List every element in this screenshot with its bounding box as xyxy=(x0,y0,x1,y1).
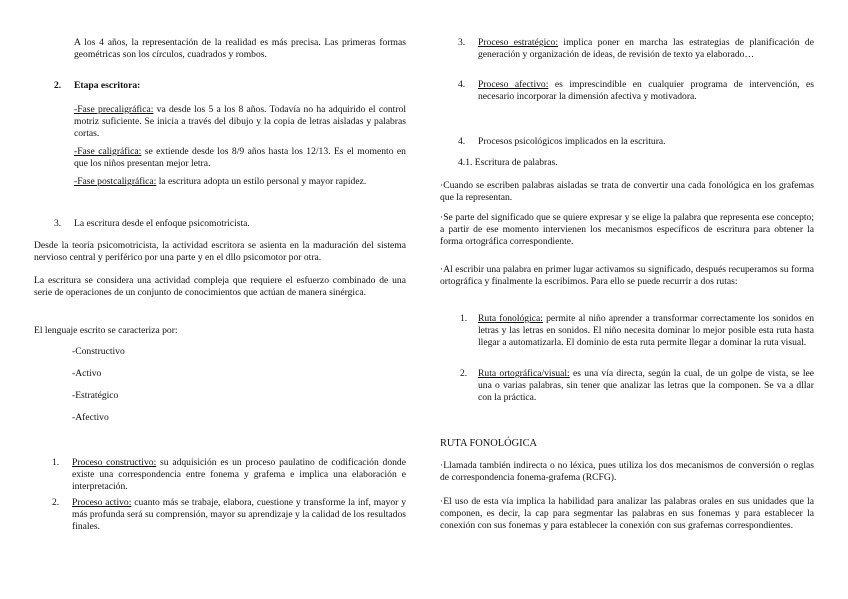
lenguaje-escrito-intro: El lenguaje escrito se caracteriza por: xyxy=(34,325,178,336)
list-item-proceso-estrategico xyxy=(478,37,814,61)
section-3-title: La escritura desde el enfoque psicomotricista. xyxy=(74,218,250,229)
list-item-label: Proceso afectivo: xyxy=(478,79,549,90)
fase-caligrafica xyxy=(74,146,406,170)
ruta-text: es una vía directa, según la cual, de un golpe de vista, se lee una o varias palabras, sin tener que analizar las letras que la componen. Se va a dllar con la práctica. xyxy=(478,368,814,403)
ruta-number: 1. xyxy=(460,313,468,324)
section-4-1-title: 4.1. Escritura de palabras. xyxy=(458,157,558,168)
uso-via-paragraph: ·El uso de esta vía implica la habilidad para analizar las palabras orales en sus unidades que la componen, es decir, la cap para segmentar las palabras en sus fonemas y para establecer la conexión con sus fonemas y para establecer la conexión con sus grafemas correspondientes. xyxy=(440,496,814,531)
list-item-number: 3. xyxy=(458,37,466,48)
fase-precaligrafica-text: va desde los 5 a los 8 años. Todavía no ha adquirido el control motriz suficiente. Se inicia a través del dibujo y la copia de letras aisladas y palabras cortas. xyxy=(74,104,406,139)
fase-precaligrafica xyxy=(74,104,406,140)
fase-postcaligrafica-label: -Fase postcaligráfica: xyxy=(74,176,157,187)
psicomotricista-paragraph: Desde la teoría psicomotricista, la actividad escritora se asienta en la maduración del sistema nervioso central y periférico por una parte y en el dllo psicomotor por otra. xyxy=(34,240,406,263)
section-2-number: 2. xyxy=(54,80,62,91)
char-item: -Constructivo xyxy=(72,346,125,357)
fase-precaligrafica-label: -Fase precaligráfica: xyxy=(74,104,154,115)
significado-paragraph: ·Se parte del significado que se quiere expresar y se elige la palabra que representa ese concepto; a partir de ese momento intervienen los mecanismos específicos de escritura para obtener la forma ortográfica correspondiente. xyxy=(440,212,814,247)
list-item-proceso-constructivo xyxy=(72,457,406,493)
ruta-fonologica-item xyxy=(478,313,814,349)
rutas-intro-paragraph: ·Al escribir una palabra en primer lugar activamos su significado, después recuperamos su forma ortográfica y finalmente la escribimos. Para ello se puede recurrir a dos rutas: xyxy=(440,264,814,287)
section-4-number: 4. xyxy=(458,136,466,147)
fase-postcaligrafica-text: la escritura adopta un estilo personal y mayor rapidez. xyxy=(156,176,367,187)
intro-paragraph: A los 4 años, la representación de la realidad es más precisa. Las primeras formas geométricas son los círculos, cuadrados y rombos. xyxy=(74,37,406,60)
fase-caligrafica-text: se extiende desde los 8/9 años hasta los 12/13. Es el momento en que los niños presentan mejor letra. xyxy=(74,146,406,169)
list-item-proceso-afectivo xyxy=(478,79,814,103)
char-item: -Estratégico xyxy=(72,390,119,401)
palabras-aisladas-paragraph: ·Cuando se escriben palabras aisladas se trata de convertir una cada fonológica en los grafemas que la representan. xyxy=(440,180,814,203)
char-item: -Activo xyxy=(72,368,102,379)
actividad-compleja-paragraph: La escritura se considera una actividad compleja que requiere el esfuerzo combinado de una serie de operaciones de un conjunto de conocimientos que actúan de manera sinérgica. xyxy=(34,275,406,298)
ruta-ortografica-item xyxy=(478,368,814,404)
fase-postcaligrafica xyxy=(74,176,406,188)
list-item-number: 4. xyxy=(458,79,466,90)
char-item: -Afectivo xyxy=(72,412,109,423)
list-item-number: 1. xyxy=(52,457,60,468)
indirecta-paragraph: ·Llamada también indirecta o no léxica, pues utiliza los dos mecanismos de conversión o reglas de correspondencia fonema-grafema (RCFG). xyxy=(440,460,814,483)
ruta-fonologica-heading: RUTA FONOLÓGICA xyxy=(440,438,538,449)
list-item-label: Proceso constructivo: xyxy=(72,457,157,468)
section-2-title: Etapa escritora: xyxy=(74,80,141,91)
list-item-text: es imprescindible en cualquier programa de intervención, es necesario incorporar la dimensión afectiva y motivadora. xyxy=(478,79,814,102)
section-3-number: 3. xyxy=(54,218,62,229)
list-item-text: su adquisición es un proceso paulatino de codificación donde existe una correspondencia entre fonema y grafema e implica una elaboración e interpretación. xyxy=(72,457,406,492)
list-item-text: implica poner en marcha las estrategias de planificación de generación y organización de ideas, de revisión de texto ya elaborado… xyxy=(478,37,814,60)
list-item-number: 2. xyxy=(52,497,60,508)
ruta-text: permite al niño aprender a transformar correctamente los sonidos en letras y las letras en sonidos. El niño necesita dominar lo mejor posible esta ruta hasta llegar a automatizarla. El dominio de esta ruta permite llegar a dominar la ruta visual. xyxy=(478,313,814,348)
list-item-proceso-activo xyxy=(72,497,406,533)
section-4-title: Procesos psicológicos implicados en la escritura. xyxy=(478,136,666,147)
ruta-label: Ruta ortográfica/visual: xyxy=(478,368,570,379)
fase-caligrafica-label: -Fase caligráfica: xyxy=(74,146,142,157)
ruta-number: 2. xyxy=(460,368,468,379)
list-item-label: Proceso activo: xyxy=(72,497,132,508)
list-item-text: cuanto más se trabaje, elabora, cuestione y transforme la inf, mayor y más profunda será su comprensión, mayor su aprendizaje y la calidad de los resultados finales. xyxy=(72,497,406,532)
list-item-label: Proceso estratégico: xyxy=(478,37,559,48)
ruta-label: Ruta fonológica: xyxy=(478,313,543,324)
